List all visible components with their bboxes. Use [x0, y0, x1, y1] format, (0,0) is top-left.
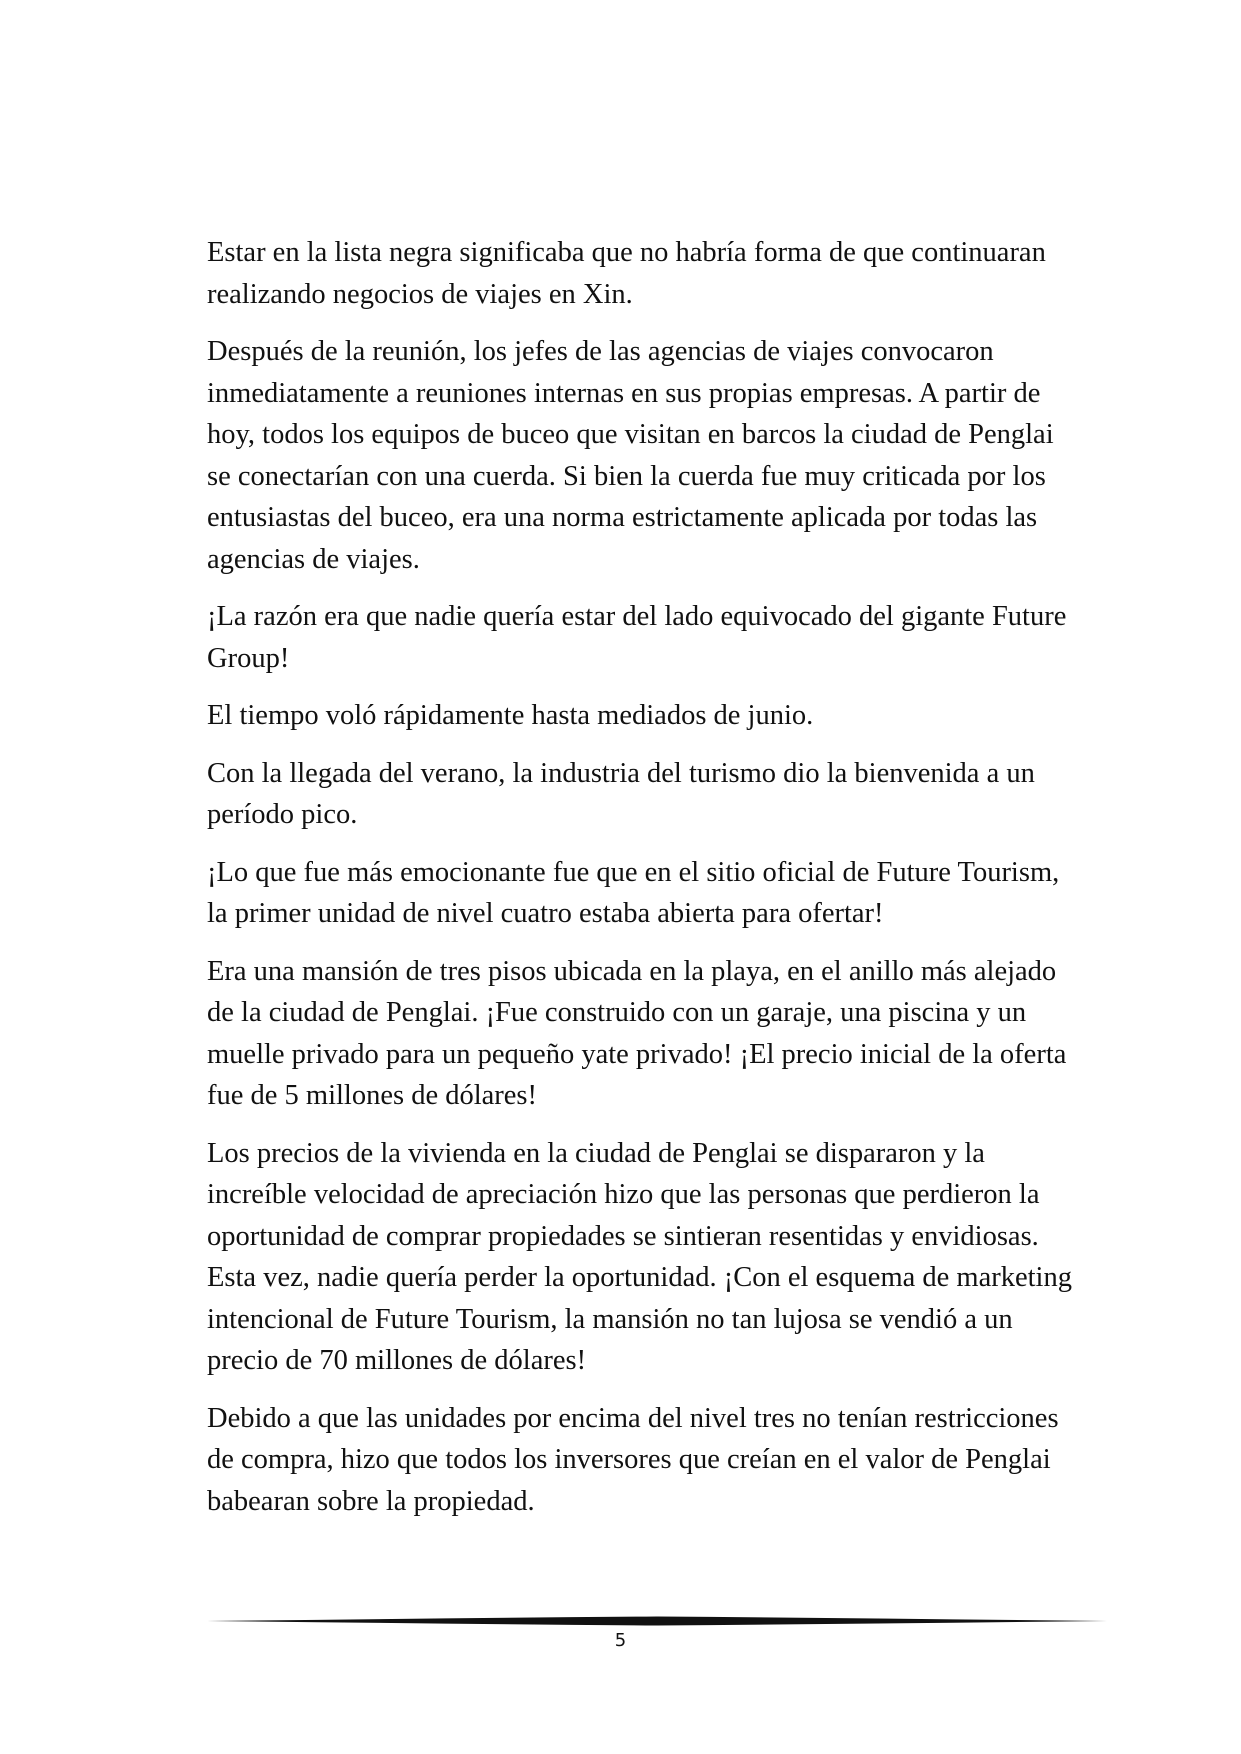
paragraph-9: Debido a que las unidades por encima del nivel tres no tenían restricciones de compra, hizo que todos los inversores que creían en el valor de Penglai babearan sobre la propiedad.	[207, 1402, 1059, 1517]
paragraph-3: ¡La razón era que nadie quería estar del lado equivocado del gigante Future Group!	[207, 601, 1067, 674]
paragraph-4: El tiempo voló rápidamente hasta mediados de junio.	[207, 700, 814, 731]
body-text	[207, 232, 1077, 1538]
paragraph-7: Era una mansión de tres pisos ubicada en la playa, en el anillo más alejado de la ciudad de Penglai. ¡Fue construido con un garaje, una piscina y un muelle privado para un pequeño yate privado! ¡El precio inicial de la oferta fue de 5 millones de dólares!	[207, 955, 1067, 1111]
paragraph-1: Estar en la lista negra significaba que no habría forma de que continuaran realizando negocios de viajes en Xin.	[207, 237, 1046, 310]
footer-divider	[207, 1615, 1107, 1627]
paragraph-6: ¡Lo que fue más emocionante fue que en el sitio oficial de Future Tourism, la primer unidad de nivel cuatro estaba abierta para ofertar!	[207, 856, 1060, 929]
paragraph-8: Los precios de la vivienda en la ciudad de Penglai se dispararon y la increíble velocidad de apreciación hizo que las personas que perdieron la oportunidad de comprar propiedades se sintieran resentidas y envidiosas. Esta vez, nadie quería perder la oportunidad. ¡Con el esquema de marketing intencional de Future Tourism, la mansión no tan lujosa se vendió a un precio de 70 millones de dólares!	[207, 1137, 1072, 1376]
paragraph-2: Después de la reunión, los jefes de las agencias de viajes convocaron inmediatamente a reuniones internas en sus propias empresas. A partir de hoy, todos los equipos de buceo que visitan en barcos la ciudad de Penglai se conectarían con una cuerda. Si bien la cuerda fue muy criticada por los entusiastas del buceo, era una norma estrictamente aplicada por todas las agencias de viajes.	[207, 336, 1054, 575]
paragraph-5: Con la llegada del verano, la industria del turismo dio la bienvenida a un período pico.	[207, 757, 1035, 830]
page-number: 5	[614, 1630, 627, 1651]
